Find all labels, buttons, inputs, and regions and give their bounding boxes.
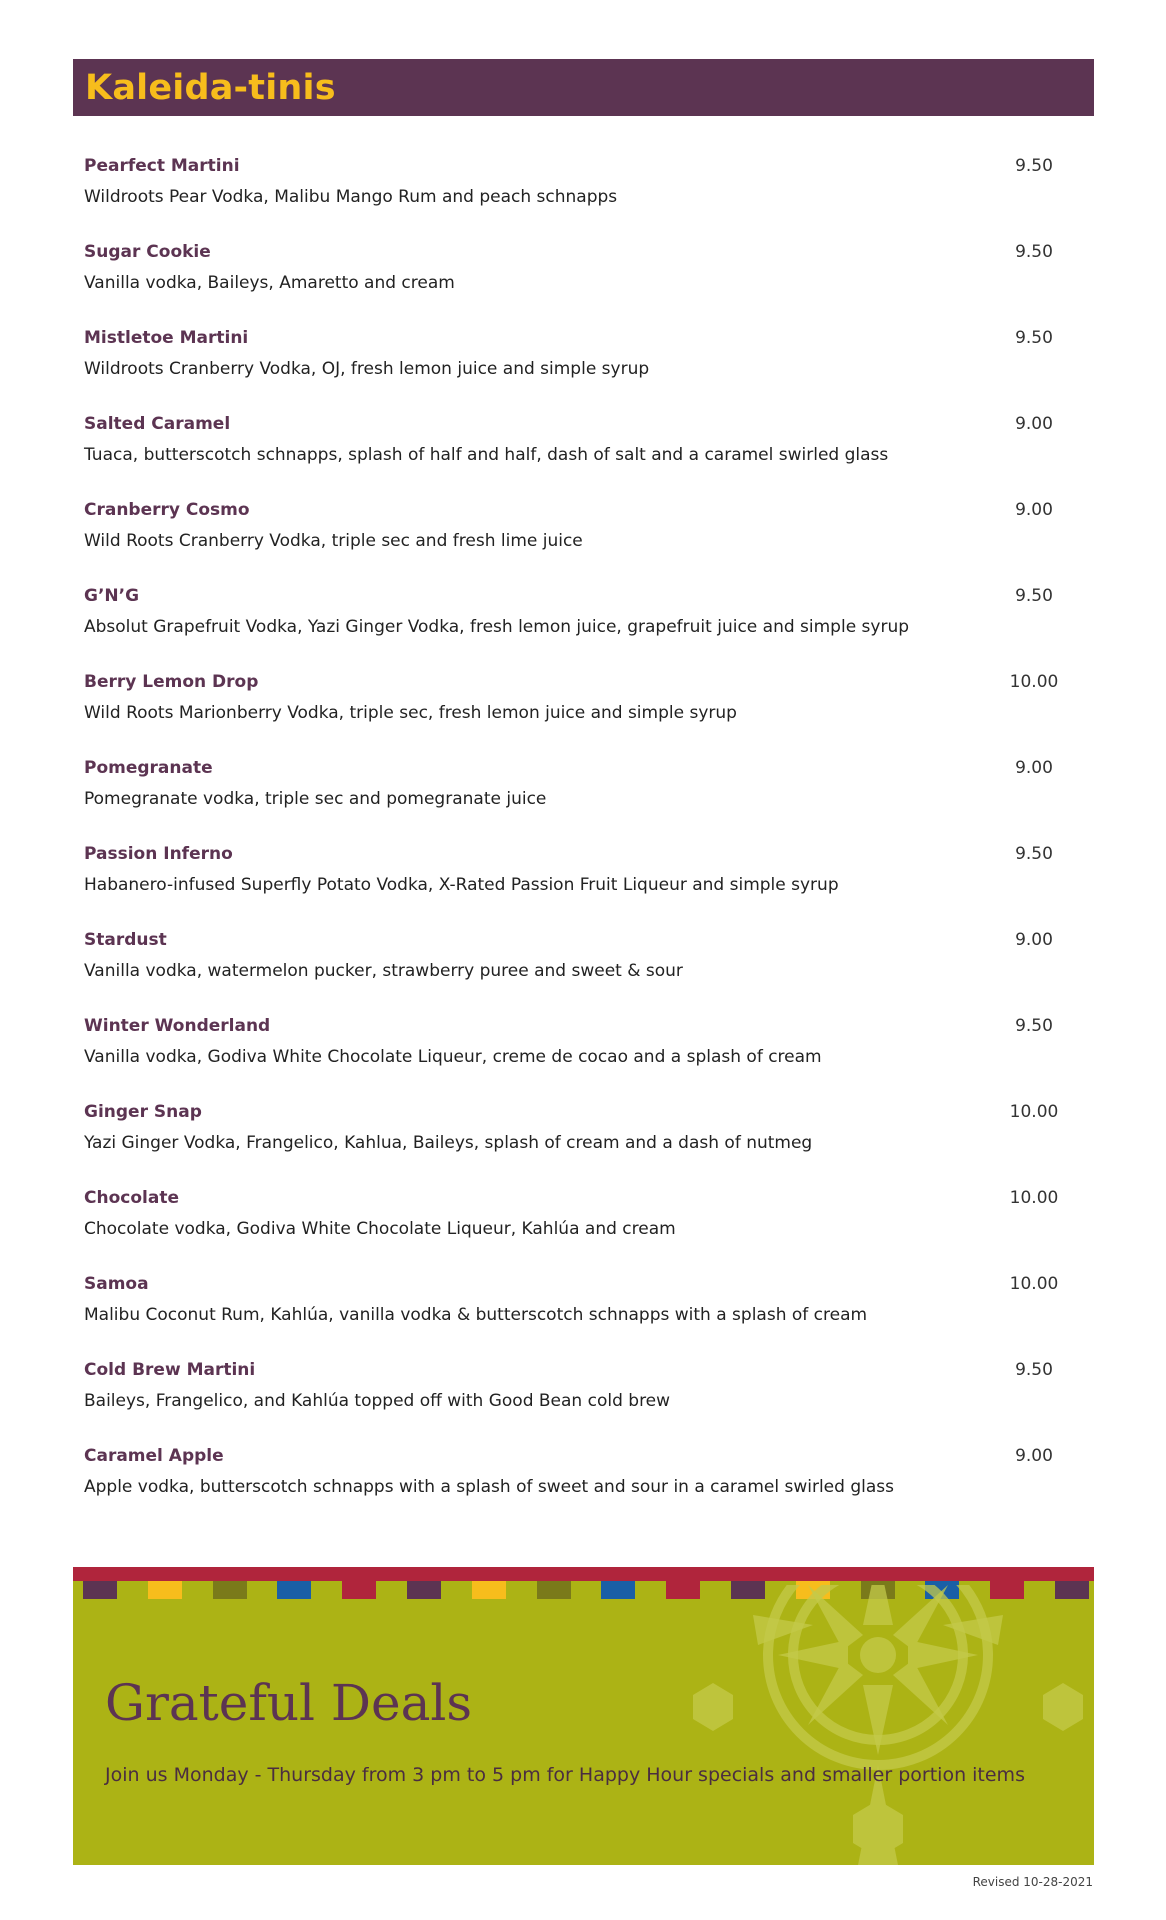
menu-item	[84, 238, 1084, 324]
color-square	[277, 1581, 311, 1599]
menu-item	[84, 754, 1084, 840]
section-header	[73, 59, 1094, 116]
menu-item-description: Yazi Ginger Vodka, Frangelico, Kahlua, Baileys, splash of cream and a dash of nutmeg	[84, 1133, 813, 1153]
menu-item-price: 9.50	[1015, 844, 1053, 864]
menu-item	[84, 1442, 1084, 1528]
menu-item-price: 9.00	[1015, 414, 1053, 434]
menu-item	[84, 410, 1084, 496]
menu-item-name: Pomegranate	[84, 758, 213, 778]
menu-item-name: Cranberry Cosmo	[84, 500, 250, 520]
menu-item-name: Sugar Cookie	[84, 242, 211, 262]
color-square	[472, 1581, 506, 1599]
menu-item	[84, 1356, 1084, 1442]
menu-item-description: Malibu Coconut Rum, Kahlúa, vanilla vodka & butterscotch schnapps with a splash of cream	[84, 1305, 868, 1325]
menu-item-description: Absolut Grapefruit Vodka, Yazi Ginger Vodka, fresh lemon juice, grapefruit juice and simple syrup	[84, 617, 910, 637]
sun-ornament-icon	[653, 1585, 1093, 1865]
menu-item-description: Chocolate vodka, Godiva White Chocolate Liqueur, Kahlúa and cream	[84, 1219, 676, 1239]
menu-item-price: 9.50	[1015, 156, 1053, 176]
grateful-deals-banner	[73, 1567, 1094, 1865]
menu-item	[84, 496, 1084, 582]
menu-item-description: Vanilla vodka, Godiva White Chocolate Liqueur, creme de cocao and a splash of cream	[84, 1047, 822, 1067]
menu-item-name: Pearfect Martini	[84, 156, 240, 176]
menu-item	[84, 1270, 1084, 1356]
menu-item	[84, 668, 1084, 754]
menu-item-price: 9.00	[1015, 758, 1053, 778]
menu-item-name: Berry Lemon Drop	[84, 672, 259, 692]
menu-item-price: 9.50	[1015, 328, 1053, 348]
menu-item-name: Stardust	[84, 930, 167, 950]
color-square	[213, 1581, 247, 1599]
menu-item-name: Ginger Snap	[84, 1102, 202, 1122]
color-square	[148, 1581, 182, 1599]
revised-date: Revised 10-28-2021	[972, 1875, 1093, 1889]
menu-item-description: Wildroots Pear Vodka, Malibu Mango Rum and peach schnapps	[84, 187, 618, 207]
menu-item-name: Mistletoe Martini	[84, 328, 249, 348]
menu-item-description: Vanilla vodka, watermelon pucker, strawberry puree and sweet & sour	[84, 961, 683, 981]
menu-item-description: Wild Roots Cranberry Vodka, triple sec and fresh lime juice	[84, 531, 583, 551]
menu-item-price: 9.50	[1015, 242, 1053, 262]
menu-item-price: 10.00	[1009, 1188, 1059, 1208]
menu-item-name: G’N’G	[84, 586, 140, 606]
menu-item-price: 9.00	[1015, 1446, 1053, 1466]
menu-item	[84, 152, 1084, 238]
menu-item	[84, 1184, 1084, 1270]
menu-item-price: 9.50	[1015, 1016, 1053, 1036]
menu-item-name: Caramel Apple	[84, 1446, 224, 1466]
menu-item-description: Vanilla vodka, Baileys, Amaretto and cream	[84, 273, 455, 293]
deals-description: Join us Monday - Thursday from 3 pm to 5 pm for Happy Hour specials and smaller portion items	[105, 1764, 1025, 1786]
color-square	[83, 1581, 117, 1599]
menu-item	[84, 1098, 1084, 1184]
menu-item-description: Habanero-infused Superfly Potato Vodka, X-Rated Passion Fruit Liqueur and simple syrup	[84, 875, 839, 895]
menu-item	[84, 582, 1084, 668]
menu-item-name: Winter Wonderland	[84, 1016, 271, 1036]
color-square	[342, 1581, 376, 1599]
menu-item-price: 10.00	[1009, 672, 1059, 692]
color-square	[601, 1581, 635, 1599]
menu-item-name: Cold Brew Martini	[84, 1360, 256, 1380]
menu-item-price: 9.00	[1015, 930, 1053, 950]
menu-item-name: Salted Caramel	[84, 414, 231, 434]
menu-item-description: Tuaca, butterscotch schnapps, splash of half and half, dash of salt and a caramel swirled glass	[84, 445, 889, 465]
menu-item	[84, 840, 1084, 926]
menu-item-price: 9.50	[1015, 586, 1053, 606]
section-title: Kaleida-tinis	[85, 67, 336, 108]
menu-item-price: 10.00	[1009, 1102, 1059, 1122]
menu-item	[84, 1012, 1084, 1098]
menu-item-price: 9.00	[1015, 500, 1053, 520]
menu-item-description: Apple vodka, butterscotch schnapps with a splash of sweet and sour in a caramel swirled glass	[84, 1477, 894, 1497]
menu-item-price: 10.00	[1009, 1274, 1059, 1294]
color-square	[537, 1581, 571, 1599]
menu-item-description: Baileys, Frangelico, and Kahlúa topped off with Good Bean cold brew	[84, 1391, 671, 1411]
menu-item-name: Samoa	[84, 1274, 149, 1294]
menu-item	[84, 324, 1084, 410]
menu-item-name: Chocolate	[84, 1188, 179, 1208]
menu-list	[84, 152, 1084, 1528]
menu-item-price: 9.50	[1015, 1360, 1053, 1380]
color-square	[407, 1581, 441, 1599]
menu-item-description: Pomegranate vodka, triple sec and pomegranate juice	[84, 789, 547, 809]
menu-item-description: Wildroots Cranberry Vodka, OJ, fresh lemon juice and simple syrup	[84, 359, 650, 379]
banner-stripe	[73, 1567, 1094, 1581]
deals-title: Grateful Deals	[105, 1674, 473, 1732]
menu-item-name: Passion Inferno	[84, 844, 233, 864]
menu-item-description: Wild Roots Marionberry Vodka, triple sec, fresh lemon juice and simple syrup	[84, 703, 737, 723]
menu-item	[84, 926, 1084, 1012]
